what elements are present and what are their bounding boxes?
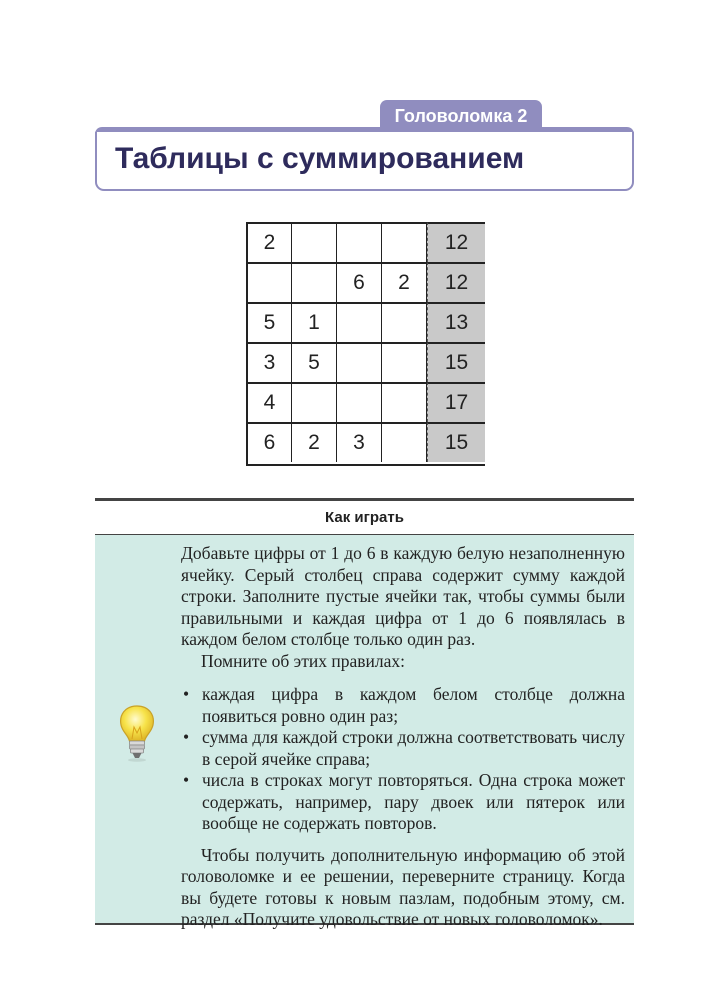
grid-cell[interactable] (382, 342, 427, 382)
rule-item: • числа в строках могут повторяться. Одна строка может содержать, например, пару двоек или пятерок или вообще не содержать повторов. (181, 770, 625, 835)
grid-cell[interactable]: 6 (337, 262, 382, 302)
rules-intro: Помните об этих правилах: (201, 650, 405, 671)
grid-cell[interactable]: 2 (382, 262, 427, 302)
grid-cell[interactable] (337, 382, 382, 422)
puzzle-grid (246, 222, 485, 466)
row-sum-cell: 12 (427, 222, 485, 262)
howto-text (181, 543, 625, 931)
howto-intro: Добавьте цифры от 1 до 6 в каждую белую незаполненную ячейку. Серый столбец справа содержит сумму каждой строки. Заполните пустые ячейки так, чтобы суммы были правильными и каждая цифра от 1 до 6 появлялась в каждом белом столбце только один раз. (181, 543, 625, 649)
page-title: Таблицы с суммированием (115, 142, 525, 175)
rule-item: • сумма для каждой строки должна соответствовать числу в серой ячейке справа; (181, 727, 625, 770)
grid-cell[interactable] (292, 262, 337, 302)
grid-cell[interactable]: 5 (292, 342, 337, 382)
grid-cell[interactable] (248, 262, 292, 302)
grid-cell[interactable] (382, 222, 427, 262)
grid-cell[interactable]: 3 (337, 422, 382, 462)
rules-list (181, 684, 625, 835)
howto-outro: Чтобы получить дополнительную информацию об этой головоломке и ее решении, переверните страницу. Когда вы будете готовы к новым пазлам, подобным этому, см. раздел «Получите удовольствие от новых головоломок». (181, 844, 625, 929)
grid-cell[interactable] (292, 222, 337, 262)
grid-cell[interactable] (337, 302, 382, 342)
howto-title: Как играть (325, 509, 404, 526)
grid-cell[interactable]: 5 (248, 302, 292, 342)
lightbulb-icon (117, 703, 157, 763)
grid-cell[interactable] (382, 422, 427, 462)
section-divider-top (95, 498, 634, 501)
row-sum-cell: 17 (427, 382, 485, 422)
grid-cell[interactable]: 2 (292, 422, 337, 462)
grid-cell[interactable] (337, 222, 382, 262)
row-sum-cell: 13 (427, 302, 485, 342)
grid-cell[interactable] (382, 302, 427, 342)
grid-cell[interactable]: 1 (292, 302, 337, 342)
grid-cell[interactable]: 4 (248, 382, 292, 422)
grid-cell[interactable]: 2 (248, 222, 292, 262)
row-sum-cell: 12 (427, 262, 485, 302)
rule-item: • каждая цифра в каждом белом столбце должна появиться ровно один раз; (181, 684, 625, 727)
grid-cell[interactable]: 3 (248, 342, 292, 382)
title-box (95, 132, 634, 191)
grid-cell[interactable] (292, 382, 337, 422)
grid-cell[interactable] (337, 342, 382, 382)
grid-cell[interactable] (382, 382, 427, 422)
row-sum-cell: 15 (427, 342, 485, 382)
puzzle-number-tab: Головоломка 2 (380, 100, 542, 132)
grid-cell[interactable]: 6 (248, 422, 292, 462)
row-sum-cell: 15 (427, 422, 485, 462)
